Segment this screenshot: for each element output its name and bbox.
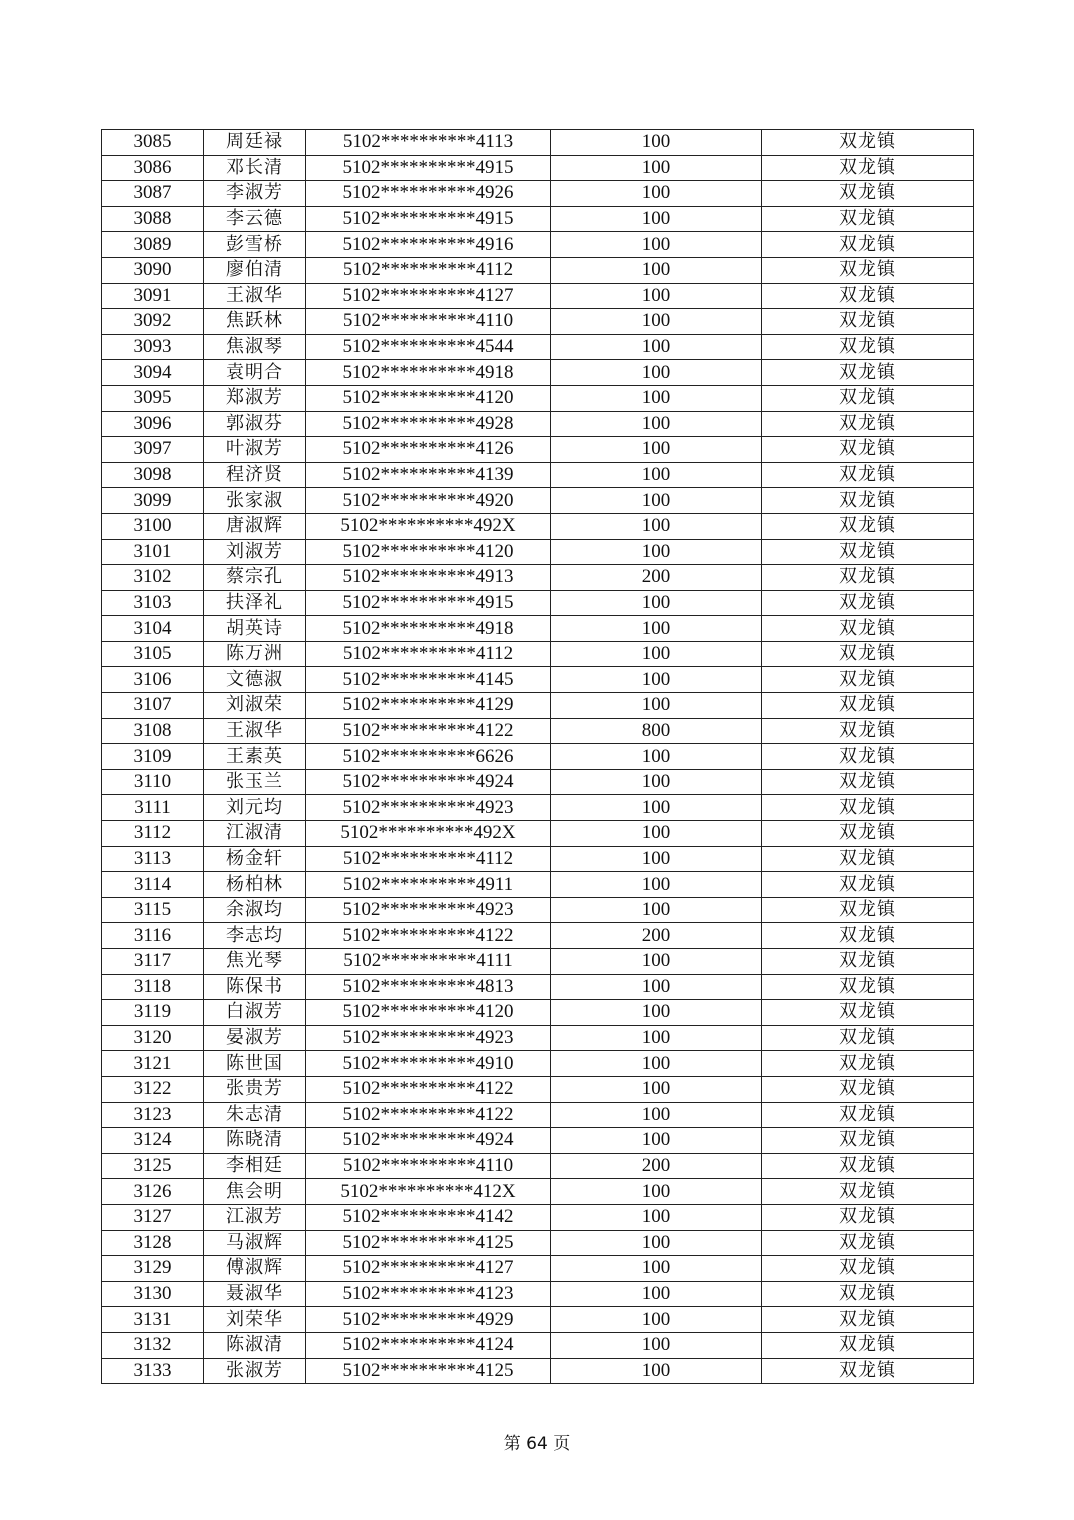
town-cell: 双龙镇 — [762, 897, 974, 923]
row-number-cell: 3092 — [102, 309, 204, 335]
id-number-cell: 5102**********4918 — [306, 616, 551, 642]
amount-cell: 100 — [551, 462, 762, 488]
table-row — [102, 1358, 974, 1384]
amount-cell: 100 — [551, 513, 762, 539]
row-number-cell: 3133 — [102, 1358, 204, 1384]
id-number-cell: 5102**********4127 — [306, 1256, 551, 1282]
table-row — [102, 846, 974, 872]
table-row — [102, 1332, 974, 1358]
id-number-cell: 5102**********4110 — [306, 309, 551, 335]
id-number-cell: 5102**********4544 — [306, 334, 551, 360]
table-row — [102, 744, 974, 770]
id-number-cell: 5102**********4126 — [306, 437, 551, 463]
town-cell: 双龙镇 — [762, 693, 974, 719]
row-number-cell: 3119 — [102, 1000, 204, 1026]
table-row — [102, 181, 974, 207]
table-row — [102, 385, 974, 411]
row-number-cell: 3132 — [102, 1332, 204, 1358]
row-number-cell: 3121 — [102, 1051, 204, 1077]
id-number-cell: 5102**********4910 — [306, 1051, 551, 1077]
name-cell: 李淑芳 — [204, 181, 306, 207]
row-number-cell: 3110 — [102, 769, 204, 795]
amount-cell: 100 — [551, 539, 762, 565]
amount-cell: 100 — [551, 181, 762, 207]
name-cell: 刘元均 — [204, 795, 306, 821]
row-number-cell: 3088 — [102, 206, 204, 232]
name-cell: 杨柏林 — [204, 872, 306, 898]
table-row — [102, 616, 974, 642]
town-cell: 双龙镇 — [762, 565, 974, 591]
table-row — [102, 1307, 974, 1333]
row-number-cell: 3106 — [102, 667, 204, 693]
id-number-cell: 5102**********4915 — [306, 155, 551, 181]
table-row — [102, 565, 974, 591]
town-cell: 双龙镇 — [762, 616, 974, 642]
town-cell: 双龙镇 — [762, 257, 974, 283]
name-cell: 江淑芳 — [204, 1204, 306, 1230]
id-number-cell: 5102**********4139 — [306, 462, 551, 488]
amount-cell: 100 — [551, 1358, 762, 1384]
amount-cell: 100 — [551, 616, 762, 642]
table-row — [102, 309, 974, 335]
amount-cell: 100 — [551, 667, 762, 693]
name-cell: 焦光琴 — [204, 949, 306, 975]
id-number-cell: 5102**********492X — [306, 821, 551, 847]
row-number-cell: 3100 — [102, 513, 204, 539]
town-cell: 双龙镇 — [762, 488, 974, 514]
name-cell: 陈淑清 — [204, 1332, 306, 1358]
name-cell: 扶泽礼 — [204, 590, 306, 616]
amount-cell: 100 — [551, 155, 762, 181]
id-number-cell: 5102**********4129 — [306, 693, 551, 719]
table-row — [102, 1128, 974, 1154]
table-row — [102, 283, 974, 309]
id-number-cell: 5102**********4122 — [306, 923, 551, 949]
amount-cell: 100 — [551, 1102, 762, 1128]
id-number-cell: 5102**********4911 — [306, 872, 551, 898]
id-number-cell: 5102**********4920 — [306, 488, 551, 514]
row-number-cell: 3111 — [102, 795, 204, 821]
amount-cell: 100 — [551, 232, 762, 258]
town-cell: 双龙镇 — [762, 821, 974, 847]
row-number-cell: 3115 — [102, 897, 204, 923]
town-cell: 双龙镇 — [762, 462, 974, 488]
name-cell: 张淑芳 — [204, 1358, 306, 1384]
amount-cell: 100 — [551, 360, 762, 386]
table-row — [102, 1076, 974, 1102]
table-row — [102, 232, 974, 258]
town-cell: 双龙镇 — [762, 1256, 974, 1282]
row-number-cell: 3087 — [102, 181, 204, 207]
table-row — [102, 590, 974, 616]
id-number-cell: 5102**********412X — [306, 1179, 551, 1205]
name-cell: 刘荣华 — [204, 1307, 306, 1333]
name-cell: 白淑芳 — [204, 1000, 306, 1026]
name-cell: 刘淑芳 — [204, 539, 306, 565]
row-number-cell: 3091 — [102, 283, 204, 309]
row-number-cell: 3094 — [102, 360, 204, 386]
row-number-cell: 3109 — [102, 744, 204, 770]
row-number-cell: 3126 — [102, 1179, 204, 1205]
name-cell: 张家淑 — [204, 488, 306, 514]
town-cell: 双龙镇 — [762, 385, 974, 411]
name-cell: 彭雪桥 — [204, 232, 306, 258]
town-cell: 双龙镇 — [762, 1307, 974, 1333]
row-number-cell: 3090 — [102, 257, 204, 283]
name-cell: 李志均 — [204, 923, 306, 949]
row-number-cell: 3097 — [102, 437, 204, 463]
row-number-cell: 3116 — [102, 923, 204, 949]
amount-cell: 100 — [551, 1076, 762, 1102]
name-cell: 刘淑荣 — [204, 693, 306, 719]
name-cell: 廖伯清 — [204, 257, 306, 283]
table-row — [102, 411, 974, 437]
name-cell: 焦跃林 — [204, 309, 306, 335]
id-number-cell: 5102**********4142 — [306, 1204, 551, 1230]
table-row — [102, 1179, 974, 1205]
id-number-cell: 5102**********4112 — [306, 257, 551, 283]
page-number: 第 64 页 — [503, 1434, 571, 1454]
row-number-cell: 3127 — [102, 1204, 204, 1230]
amount-cell: 100 — [551, 1025, 762, 1051]
id-number-cell: 5102**********4924 — [306, 1128, 551, 1154]
amount-cell: 100 — [551, 206, 762, 232]
town-cell: 双龙镇 — [762, 1230, 974, 1256]
row-number-cell: 3095 — [102, 385, 204, 411]
name-cell: 傅淑辉 — [204, 1256, 306, 1282]
amount-cell: 100 — [551, 769, 762, 795]
name-cell: 陈万洲 — [204, 641, 306, 667]
name-cell: 郭淑芬 — [204, 411, 306, 437]
id-number-cell: 5102**********4110 — [306, 1153, 551, 1179]
row-number-cell: 3120 — [102, 1025, 204, 1051]
name-cell: 周廷禄 — [204, 130, 306, 156]
town-cell: 双龙镇 — [762, 1358, 974, 1384]
table-row — [102, 821, 974, 847]
id-number-cell: 5102**********4916 — [306, 232, 551, 258]
table-row — [102, 462, 974, 488]
table-row — [102, 1230, 974, 1256]
town-cell: 双龙镇 — [762, 1076, 974, 1102]
table-row — [102, 1000, 974, 1026]
table-row — [102, 1051, 974, 1077]
town-cell: 双龙镇 — [762, 744, 974, 770]
table-row — [102, 488, 974, 514]
name-cell: 马淑辉 — [204, 1230, 306, 1256]
name-cell: 程济贤 — [204, 462, 306, 488]
name-cell: 张贵芳 — [204, 1076, 306, 1102]
id-number-cell: 5102**********6626 — [306, 744, 551, 770]
row-number-cell: 3103 — [102, 590, 204, 616]
name-cell: 李云德 — [204, 206, 306, 232]
name-cell: 郑淑芳 — [204, 385, 306, 411]
amount-cell: 100 — [551, 1230, 762, 1256]
town-cell: 双龙镇 — [762, 1281, 974, 1307]
town-cell: 双龙镇 — [762, 539, 974, 565]
table-row — [102, 130, 974, 156]
id-number-cell: 5102**********4124 — [306, 1332, 551, 1358]
town-cell: 双龙镇 — [762, 974, 974, 1000]
table-row — [102, 1025, 974, 1051]
row-number-cell: 3089 — [102, 232, 204, 258]
id-number-cell: 5102**********4915 — [306, 206, 551, 232]
name-cell: 张玉兰 — [204, 769, 306, 795]
town-cell: 双龙镇 — [762, 1000, 974, 1026]
name-cell: 陈晓清 — [204, 1128, 306, 1154]
amount-cell: 100 — [551, 872, 762, 898]
id-number-cell: 5102**********4929 — [306, 1307, 551, 1333]
name-cell: 袁明合 — [204, 360, 306, 386]
table-row — [102, 155, 974, 181]
table-row — [102, 334, 974, 360]
id-number-cell: 5102**********4813 — [306, 974, 551, 1000]
town-cell: 双龙镇 — [762, 590, 974, 616]
row-number-cell: 3099 — [102, 488, 204, 514]
town-cell: 双龙镇 — [762, 181, 974, 207]
name-cell: 杨金轩 — [204, 846, 306, 872]
town-cell: 双龙镇 — [762, 206, 974, 232]
town-cell: 双龙镇 — [762, 1204, 974, 1230]
table-row — [102, 437, 974, 463]
table-row — [102, 897, 974, 923]
name-cell: 江淑清 — [204, 821, 306, 847]
town-cell: 双龙镇 — [762, 872, 974, 898]
name-cell: 李相廷 — [204, 1153, 306, 1179]
town-cell: 双龙镇 — [762, 923, 974, 949]
town-cell: 双龙镇 — [762, 1332, 974, 1358]
table-row — [102, 513, 974, 539]
row-number-cell: 3108 — [102, 718, 204, 744]
amount-cell: 100 — [551, 1179, 762, 1205]
row-number-cell: 3104 — [102, 616, 204, 642]
id-number-cell: 5102**********4125 — [306, 1358, 551, 1384]
name-cell: 蔡宗孔 — [204, 565, 306, 591]
name-cell: 邓长清 — [204, 155, 306, 181]
roster-table-body — [102, 130, 974, 1384]
town-cell: 双龙镇 — [762, 283, 974, 309]
amount-cell: 100 — [551, 334, 762, 360]
table-row — [102, 923, 974, 949]
table-row — [102, 1204, 974, 1230]
id-number-cell: 5102**********4923 — [306, 1025, 551, 1051]
row-number-cell: 3124 — [102, 1128, 204, 1154]
town-cell: 双龙镇 — [762, 513, 974, 539]
town-cell: 双龙镇 — [762, 1179, 974, 1205]
amount-cell: 100 — [551, 693, 762, 719]
row-number-cell: 3101 — [102, 539, 204, 565]
row-number-cell: 3112 — [102, 821, 204, 847]
town-cell: 双龙镇 — [762, 846, 974, 872]
id-number-cell: 5102**********4915 — [306, 590, 551, 616]
row-number-cell: 3128 — [102, 1230, 204, 1256]
table-row — [102, 949, 974, 975]
table-row — [102, 1153, 974, 1179]
table-row — [102, 1281, 974, 1307]
town-cell: 双龙镇 — [762, 641, 974, 667]
amount-cell: 100 — [551, 283, 762, 309]
name-cell: 文德淑 — [204, 667, 306, 693]
amount-cell: 100 — [551, 130, 762, 156]
amount-cell: 100 — [551, 257, 762, 283]
id-number-cell: 5102**********4923 — [306, 897, 551, 923]
name-cell: 王淑华 — [204, 283, 306, 309]
amount-cell: 200 — [551, 1153, 762, 1179]
amount-cell: 100 — [551, 1000, 762, 1026]
row-number-cell: 3086 — [102, 155, 204, 181]
table-row — [102, 795, 974, 821]
row-number-cell: 3096 — [102, 411, 204, 437]
town-cell: 双龙镇 — [762, 949, 974, 975]
town-cell: 双龙镇 — [762, 1025, 974, 1051]
id-number-cell: 5102**********4125 — [306, 1230, 551, 1256]
name-cell: 王素英 — [204, 744, 306, 770]
row-number-cell: 3122 — [102, 1076, 204, 1102]
amount-cell: 100 — [551, 1051, 762, 1077]
row-number-cell: 3131 — [102, 1307, 204, 1333]
table-row — [102, 641, 974, 667]
row-number-cell: 3102 — [102, 565, 204, 591]
id-number-cell: 5102**********4923 — [306, 795, 551, 821]
amount-cell: 800 — [551, 718, 762, 744]
id-number-cell: 5102**********4122 — [306, 1102, 551, 1128]
id-number-cell: 5102**********4120 — [306, 539, 551, 565]
amount-cell: 200 — [551, 923, 762, 949]
amount-cell: 100 — [551, 974, 762, 1000]
town-cell: 双龙镇 — [762, 1128, 974, 1154]
id-number-cell: 5102**********4123 — [306, 1281, 551, 1307]
amount-cell: 100 — [551, 590, 762, 616]
row-number-cell: 3098 — [102, 462, 204, 488]
row-number-cell: 3123 — [102, 1102, 204, 1128]
table-row — [102, 667, 974, 693]
amount-cell: 100 — [551, 437, 762, 463]
name-cell: 唐淑辉 — [204, 513, 306, 539]
table-row — [102, 206, 974, 232]
id-number-cell: 5102**********4127 — [306, 283, 551, 309]
name-cell: 叶淑芳 — [204, 437, 306, 463]
amount-cell: 100 — [551, 411, 762, 437]
id-number-cell: 5102**********4926 — [306, 181, 551, 207]
amount-cell: 100 — [551, 385, 762, 411]
town-cell: 双龙镇 — [762, 718, 974, 744]
id-number-cell: 5102**********4145 — [306, 667, 551, 693]
town-cell: 双龙镇 — [762, 130, 974, 156]
row-number-cell: 3113 — [102, 846, 204, 872]
town-cell: 双龙镇 — [762, 155, 974, 181]
roster-table — [101, 129, 974, 1384]
amount-cell: 100 — [551, 897, 762, 923]
town-cell: 双龙镇 — [762, 1102, 974, 1128]
row-number-cell: 3085 — [102, 130, 204, 156]
table-row — [102, 769, 974, 795]
amount-cell: 100 — [551, 1332, 762, 1358]
row-number-cell: 3107 — [102, 693, 204, 719]
table-row — [102, 360, 974, 386]
amount-cell: 100 — [551, 1281, 762, 1307]
name-cell: 余淑均 — [204, 897, 306, 923]
amount-cell: 100 — [551, 949, 762, 975]
row-number-cell: 3130 — [102, 1281, 204, 1307]
amount-cell: 100 — [551, 309, 762, 335]
amount-cell: 100 — [551, 795, 762, 821]
amount-cell: 100 — [551, 846, 762, 872]
id-number-cell: 5102**********4112 — [306, 846, 551, 872]
id-number-cell: 5102**********4122 — [306, 718, 551, 744]
row-number-cell: 3125 — [102, 1153, 204, 1179]
amount-cell: 100 — [551, 1204, 762, 1230]
table-row — [102, 1256, 974, 1282]
name-cell: 晏淑芳 — [204, 1025, 306, 1051]
id-number-cell: 5102**********4913 — [306, 565, 551, 591]
name-cell: 朱志清 — [204, 1102, 306, 1128]
id-number-cell: 5102**********4120 — [306, 1000, 551, 1026]
town-cell: 双龙镇 — [762, 232, 974, 258]
name-cell: 焦会明 — [204, 1179, 306, 1205]
town-cell: 双龙镇 — [762, 334, 974, 360]
id-number-cell: 5102**********4924 — [306, 769, 551, 795]
town-cell: 双龙镇 — [762, 795, 974, 821]
town-cell: 双龙镇 — [762, 1153, 974, 1179]
row-number-cell: 3093 — [102, 334, 204, 360]
table-row — [102, 257, 974, 283]
name-cell: 陈保书 — [204, 974, 306, 1000]
table-row — [102, 693, 974, 719]
amount-cell: 100 — [551, 1256, 762, 1282]
name-cell: 聂淑华 — [204, 1281, 306, 1307]
town-cell: 双龙镇 — [762, 1051, 974, 1077]
id-number-cell: 5102**********4113 — [306, 130, 551, 156]
id-number-cell: 5102**********4111 — [306, 949, 551, 975]
town-cell: 双龙镇 — [762, 437, 974, 463]
table-row — [102, 872, 974, 898]
name-cell: 胡英诗 — [204, 616, 306, 642]
name-cell: 王淑华 — [204, 718, 306, 744]
id-number-cell: 5102**********4928 — [306, 411, 551, 437]
id-number-cell: 5102**********4918 — [306, 360, 551, 386]
row-number-cell: 3117 — [102, 949, 204, 975]
amount-cell: 100 — [551, 641, 762, 667]
amount-cell: 100 — [551, 488, 762, 514]
row-number-cell: 3118 — [102, 974, 204, 1000]
town-cell: 双龙镇 — [762, 411, 974, 437]
amount-cell: 200 — [551, 565, 762, 591]
town-cell: 双龙镇 — [762, 667, 974, 693]
amount-cell: 100 — [551, 1307, 762, 1333]
amount-cell: 100 — [551, 821, 762, 847]
table-row — [102, 718, 974, 744]
name-cell: 焦淑琴 — [204, 334, 306, 360]
row-number-cell: 3105 — [102, 641, 204, 667]
row-number-cell: 3129 — [102, 1256, 204, 1282]
amount-cell: 100 — [551, 744, 762, 770]
id-number-cell: 5102**********4120 — [306, 385, 551, 411]
town-cell: 双龙镇 — [762, 309, 974, 335]
id-number-cell: 5102**********492X — [306, 513, 551, 539]
id-number-cell: 5102**********4122 — [306, 1076, 551, 1102]
amount-cell: 100 — [551, 1128, 762, 1154]
name-cell: 陈世国 — [204, 1051, 306, 1077]
row-number-cell: 3114 — [102, 872, 204, 898]
town-cell: 双龙镇 — [762, 360, 974, 386]
table-row — [102, 1102, 974, 1128]
table-row — [102, 974, 974, 1000]
town-cell: 双龙镇 — [762, 769, 974, 795]
table-row — [102, 539, 974, 565]
id-number-cell: 5102**********4112 — [306, 641, 551, 667]
